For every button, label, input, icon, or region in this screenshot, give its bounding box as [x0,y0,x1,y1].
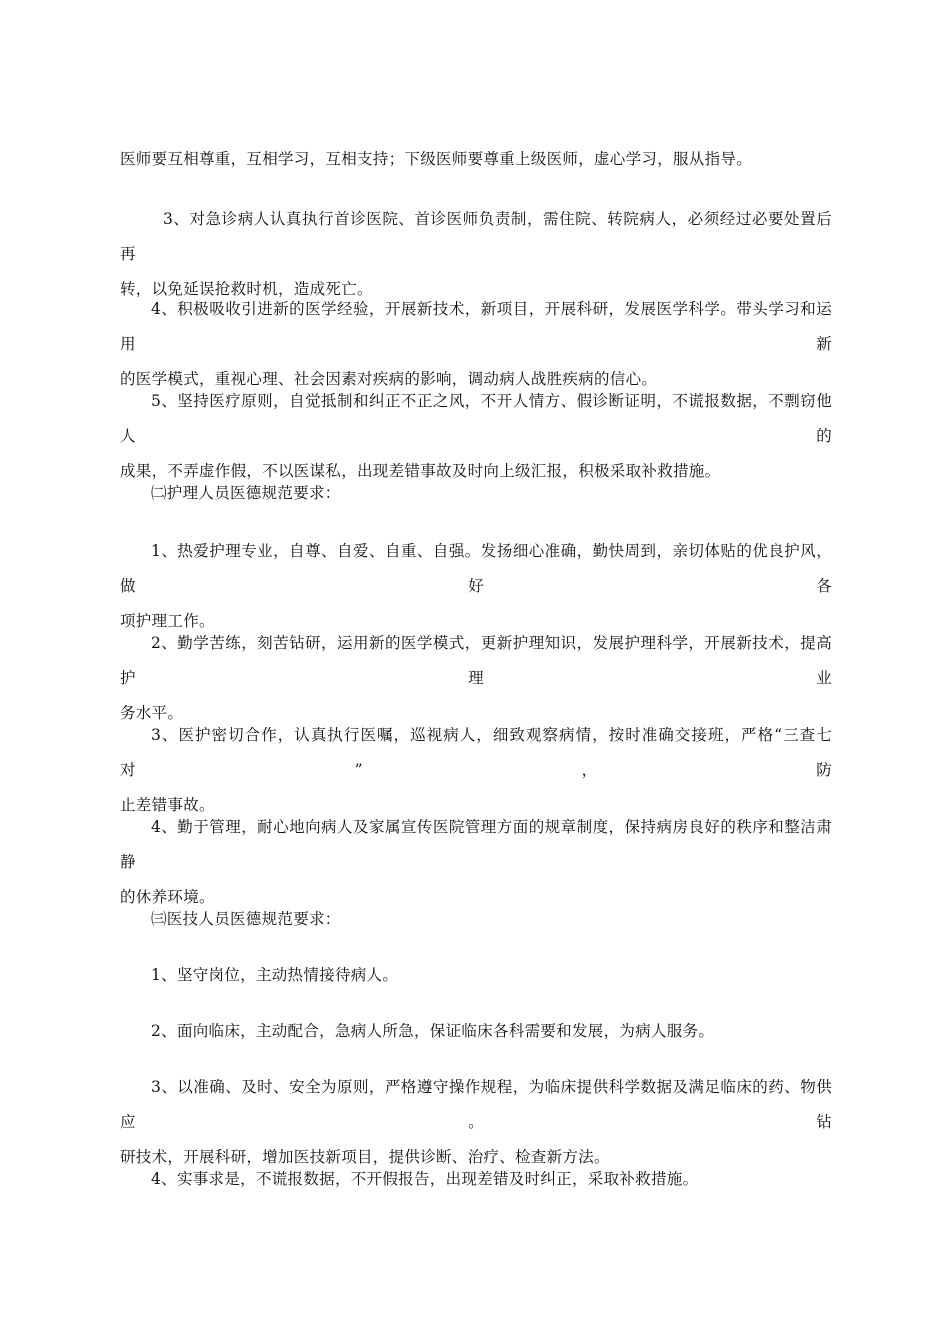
text-line: 转，以免延误抢救时机，造成死亡。 [120,280,373,298]
text-line: 的休养环境。 [120,888,215,906]
paragraph-medical-principles [120,384,832,489]
paragraph-nursing-2 [120,626,832,731]
paragraph-nursing-1 [120,534,832,639]
text-line: 3、医护密切合作，认真执行医嘱，巡视病人，细致观察病情，按时准确交接班，严格“三查七对”，防 [120,726,832,779]
text-line: 成果，不弄虚作假，不以医谋私，出现差错事故及时向上级汇报，积极采取补救措施。 [120,462,721,480]
paragraph-new-technology [120,292,832,397]
paragraph-nursing-3 [120,718,832,823]
text-line: ㈢医技人员医德规范要求： [151,910,341,928]
paragraph-nursing-4 [120,810,832,915]
text-line: 1、热爱护理专业，自尊、自爱、自重、自强。发扬细心准确，勤快周到，亲切体贴的优良护风，做好各 [120,542,832,595]
text-line: 3、以准确、及时、安全为原则，严格遵守操作规程，为临床提供科学数据及满足临床的药、物供应。钻 [120,1078,832,1131]
section-heading-nursing [120,476,832,511]
paragraph-medtech-3 [120,1070,832,1175]
text-line: 研技术，开展科研，增加医技新项目，提供诊断、治疗、检查新方法。 [120,1148,610,1166]
paragraph-physician-respect [120,142,832,177]
text-line: 医师要互相尊重，互相学习，互相支持；下级医师要尊重上级医师，虚心学习，服从指导。 [120,150,753,168]
section-heading-medtech [120,902,832,937]
text-line: 2、勤学苦练，刻苦钻研，运用新的医学模式，更新护理知识，发展护理科学，开展新技术，提高护理业 [120,634,832,687]
text-line: 1、坚守岗位，主动热情接待病人。 [151,966,399,984]
text-line: 4、实事求是，不谎报数据，不开假报告，出现差错及时纠正，采取补救措施。 [151,1170,699,1188]
text-line: 务水平。 [120,704,184,722]
text-line: 5、坚持医疗原则，自觉抵制和纠正不正之风，不开人情方、假诊断证明，不谎报数据，不剽窃他人的 [120,392,832,445]
text-line: 止差错事故。 [120,796,215,814]
text-line: 的医学模式，重视心理、社会因素对疾病的影响，调动病人战胜疾病的信心。 [120,370,658,388]
text-line: 项护理工作。 [120,612,215,630]
text-line: 4、积极吸收引进新的医学经验，开展新技术，新项目，开展科研，发展医学科学。带头学习和运用新 [120,300,832,353]
paragraph-medtech-1 [120,958,832,993]
paragraph-medtech-2 [120,1014,832,1049]
text-line: 3、对急诊病人认真执行首诊医院、首诊医师负责制，需住院、转院病人，必须经过必要处置后再 [120,210,832,263]
paragraph-medtech-4 [120,1162,832,1197]
text-line: 2、面向临床，主动配合，急病人所急，保证临床各科需要和发展，为病人服务。 [151,1022,715,1040]
text-line: 4、勤于管理，耐心地向病人及家属宣传医院管理方面的规章制度，保持病房良好的秩序和整洁肃静 [120,818,832,871]
text-line: ㈡护理人员医德规范要求： [151,484,341,502]
